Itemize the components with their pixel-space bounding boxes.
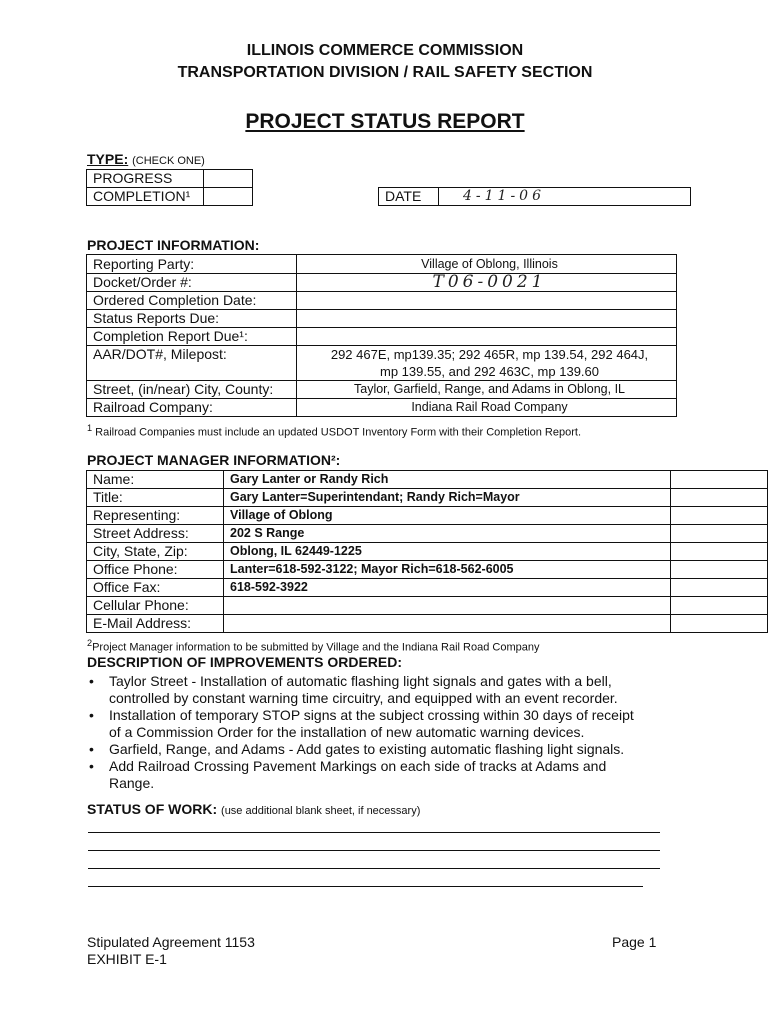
table-row	[87, 489, 768, 507]
table-row	[87, 328, 677, 346]
footnote-1	[87, 423, 581, 439]
field-value[interactable]	[297, 255, 677, 274]
list-item	[87, 741, 687, 758]
field-label: Street Address:	[87, 525, 224, 543]
table-row	[87, 543, 768, 561]
list-item	[87, 707, 687, 741]
field-value[interactable]	[297, 292, 677, 310]
field-value[interactable]: Gary Lanter or Randy Rich	[224, 471, 671, 489]
date-table	[378, 187, 691, 206]
improvements-list	[87, 673, 687, 792]
field-label: Railroad Company:	[87, 399, 297, 417]
type-label: TYPE:	[87, 151, 129, 167]
footnote-text: Railroad Companies must include an updated USDOT Inventory Form with their Completion Report.	[95, 426, 582, 439]
field-label: Cellular Phone:	[87, 597, 224, 615]
table-row	[87, 346, 677, 381]
field-label: Street, (in/near) City, County:	[87, 381, 297, 399]
table-row	[87, 255, 677, 274]
project-info-heading: PROJECT INFORMATION:	[87, 237, 260, 253]
improvements-heading: DESCRIPTION OF IMPROVEMENTS ORDERED:	[87, 654, 403, 670]
footnote-mark: 1	[87, 423, 93, 433]
list-item-line: Range.	[109, 775, 155, 791]
list-item-line: controlled by constant warning time circuitry, and equipped with an event recorder.	[109, 690, 618, 706]
field-value-line-2: mp 139.55, and 292 463C, mp 139.60	[380, 364, 599, 379]
table-row	[87, 310, 677, 328]
header-line-2: TRANSPORTATION DIVISION / RAIL SAFETY SECTION	[177, 64, 593, 81]
footer-exhibit: EXHIBIT E-1	[87, 951, 167, 967]
project-manager-heading: PROJECT MANAGER INFORMATION²:	[87, 452, 341, 468]
table-row	[87, 399, 677, 417]
type-table	[86, 169, 253, 206]
extra-cell	[671, 597, 768, 615]
field-label: Office Phone:	[87, 561, 224, 579]
field-value[interactable]: 202 S Range	[224, 525, 671, 543]
extra-cell	[671, 525, 768, 543]
field-value[interactable]	[297, 274, 677, 292]
extra-cell	[671, 543, 768, 561]
table-row	[87, 597, 768, 615]
extra-cell	[671, 489, 768, 507]
field-label: Name:	[87, 471, 224, 489]
list-item	[87, 758, 687, 792]
field-value[interactable]: 618-592-3922	[224, 579, 671, 597]
page-title: PROJECT STATUS REPORT	[245, 110, 525, 133]
field-label: Office Fax:	[87, 579, 224, 597]
project-manager-table	[86, 470, 768, 633]
field-label: Status Reports Due:	[87, 310, 297, 328]
field-value-line-1: 292 467E, mp139.35; 292 465R, mp 139.54, 292 464J,	[330, 347, 649, 362]
extra-cell	[671, 615, 768, 633]
footnote-2	[87, 638, 539, 654]
status-line[interactable]	[88, 868, 660, 869]
type-row-completion[interactable]	[87, 188, 253, 206]
field-label: City, State, Zip:	[87, 543, 224, 561]
field-label: Completion Report Due¹:	[87, 328, 297, 346]
status-line[interactable]	[88, 850, 660, 851]
field-value[interactable]	[297, 328, 677, 346]
list-item	[87, 673, 687, 707]
header-line-1: ILLINOIS COMMERCE COMMISSION	[246, 42, 524, 59]
field-label: Docket/Order #:	[87, 274, 297, 292]
type-heading	[87, 151, 205, 167]
field-label: E-Mail Address:	[87, 615, 224, 633]
extra-cell	[671, 507, 768, 525]
list-item-line: of a Commission Order for the installation of new automatic warning devices.	[109, 724, 585, 740]
field-label: Ordered Completion Date:	[87, 292, 297, 310]
field-label: Representing:	[87, 507, 224, 525]
field-label: Reporting Party:	[87, 255, 297, 274]
list-item-line: • Installation of temporary STOP signs at the subject crossing within 30 days of receipt	[109, 707, 634, 723]
status-heading	[87, 801, 420, 817]
table-row	[87, 615, 768, 633]
docket-handwritten: T06-0021	[432, 273, 547, 292]
table-row	[87, 579, 768, 597]
field-value[interactable]	[224, 597, 671, 615]
field-value[interactable]: Lanter=618-592-3122; Mayor Rich=618-562-6005	[224, 561, 671, 579]
table-row	[87, 274, 677, 292]
type-hint: (CHECK ONE)	[132, 155, 205, 167]
status-hint: (use additional blank sheet, if necessary)	[221, 805, 421, 817]
date-label: DATE	[379, 188, 439, 206]
field-label: Title:	[87, 489, 224, 507]
list-item-line: • Garfield, Range, and Adams - Add gates to existing automatic flashing light signals.	[109, 741, 625, 757]
table-row	[87, 525, 768, 543]
field-value[interactable]: Gary Lanter=Superintendant; Randy Rich=Mayor	[224, 489, 671, 507]
field-value[interactable]	[297, 310, 677, 328]
type-option-label: COMPLETION¹	[87, 188, 204, 206]
field-value[interactable]: Taylor, Garfield, Range, and Adams in Oblong, IL	[297, 381, 677, 399]
table-row	[87, 292, 677, 310]
field-value-text: Village of Oblong, Illinois	[421, 257, 558, 271]
field-value[interactable]: Oblong, IL 62449-1225	[224, 543, 671, 561]
field-value[interactable]	[224, 615, 671, 633]
status-label: STATUS OF WORK:	[87, 801, 218, 817]
footer-agreement: Stipulated Agreement 1153	[87, 934, 255, 950]
footnote-mark: 2	[87, 638, 93, 648]
table-row	[87, 561, 768, 579]
date-value[interactable]: 4-11-06	[439, 188, 691, 206]
field-value[interactable]	[297, 346, 677, 381]
extra-cell	[671, 471, 768, 489]
type-checkbox[interactable]	[204, 188, 253, 206]
list-item-line: • Taylor Street - Installation of automatic flashing light signals and gates with a bell,	[109, 673, 612, 689]
table-row	[87, 471, 768, 489]
extra-cell	[671, 579, 768, 597]
type-checkbox[interactable]	[204, 170, 253, 188]
field-label: AAR/DOT#, Milepost:	[87, 346, 297, 381]
type-row-progress[interactable]	[87, 170, 253, 188]
footer-page-number: Page 1	[612, 934, 657, 950]
field-value[interactable]: Indiana Rail Road Company	[297, 399, 677, 417]
field-value[interactable]: Village of Oblong	[224, 507, 671, 525]
table-row	[87, 507, 768, 525]
status-line[interactable]	[88, 832, 660, 833]
type-option-label: PROGRESS	[87, 170, 204, 188]
footnote-text: Project Manager information to be submitted by Village and the Indiana Rail Road Company	[92, 641, 540, 654]
project-info-table	[86, 254, 677, 417]
status-line[interactable]	[88, 886, 643, 887]
table-row	[87, 381, 677, 399]
extra-cell	[671, 561, 768, 579]
list-item-line: • Add Railroad Crossing Pavement Markings on each side of tracks at Adams and	[109, 758, 607, 774]
